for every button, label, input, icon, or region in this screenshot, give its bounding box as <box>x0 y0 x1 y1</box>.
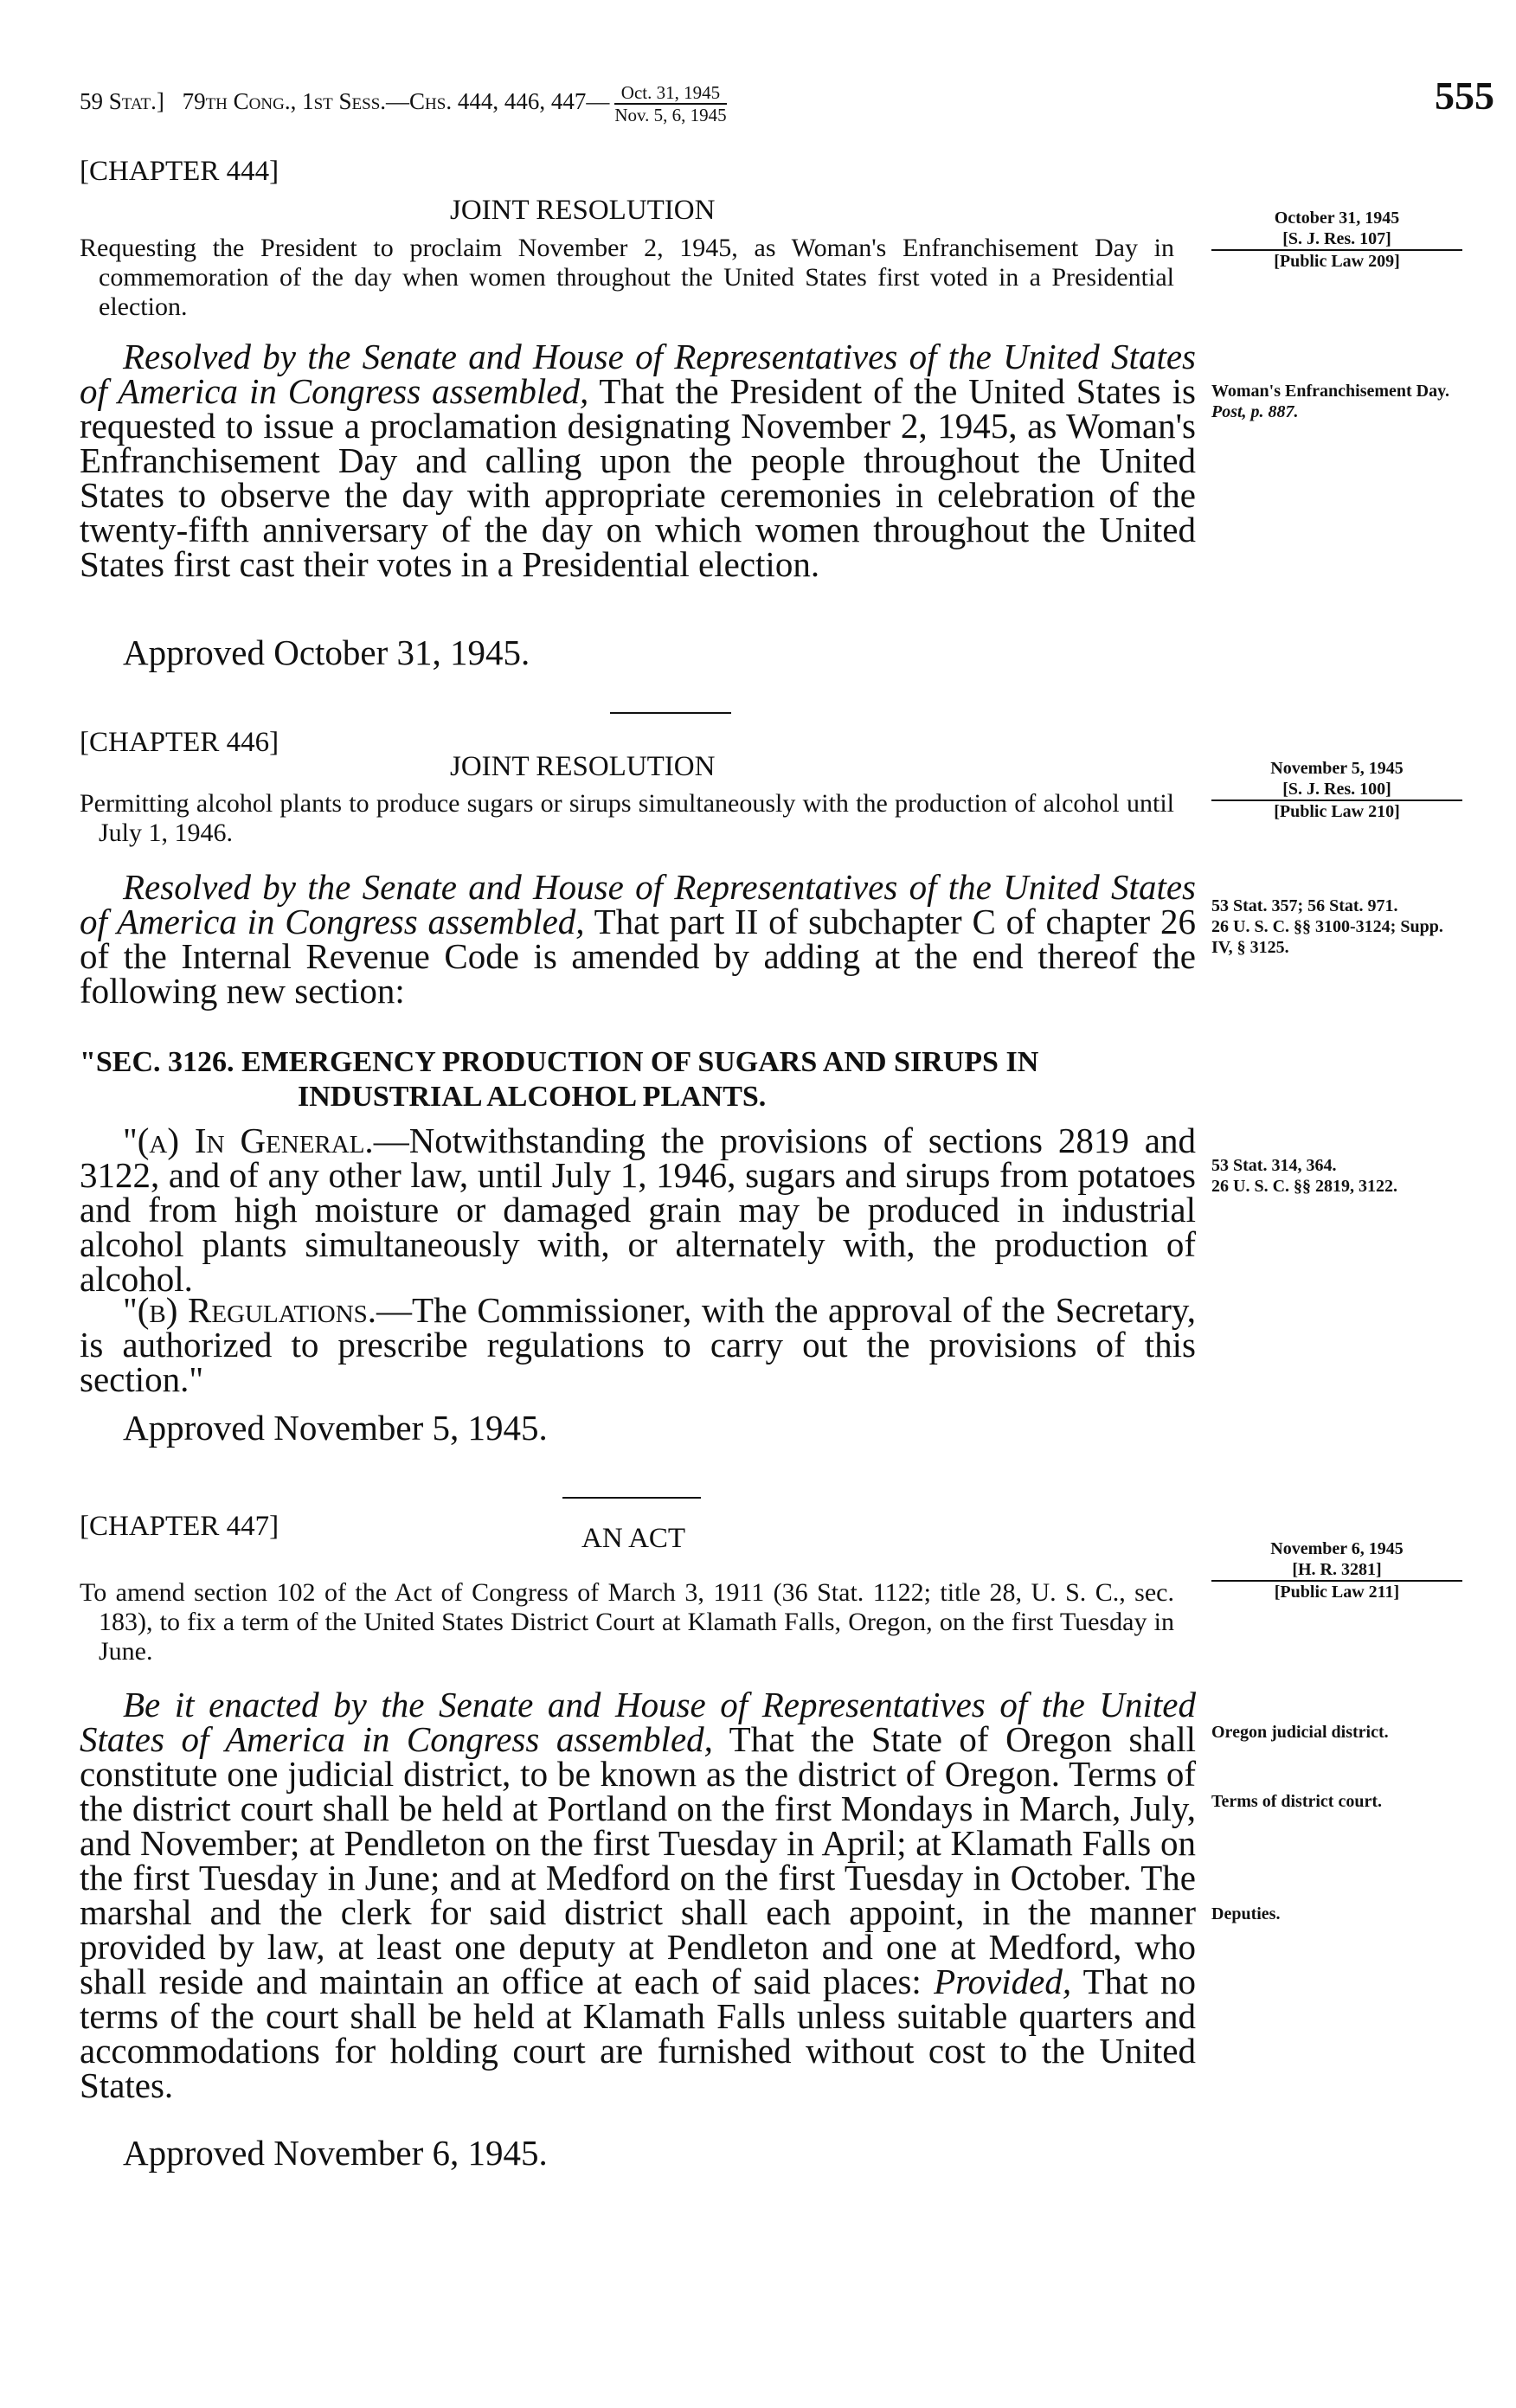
section-3126-heading-line-2: INDUSTRIAL ALCOHOL PLANTS. <box>298 1081 767 1113</box>
chapter-444-note-1: Woman's Enfranchisement Day. <box>1211 382 1450 401</box>
chapter-446-approved: Approved November 5, 1945. <box>123 1408 548 1448</box>
section-3126-heading-line-1: "SEC. 3126. EMERGENCY PRODUCTION OF SUGARS AND SIRUPS IN <box>80 1046 1039 1078</box>
chapter-444-label: [CHAPTER 444] <box>80 156 279 187</box>
chapter-446-body <box>80 867 1196 1011</box>
chapter-447-title: To amend section 102 of the Act of Congress of March 3, 1911 (36 Stat. 1122; title 28, U. S. C., sec. 183), to fix a term of the United States District Court at Klamath Falls, Oregon, on the first Tuesday in June. <box>80 1578 1174 1666</box>
header-chapters: —Chs. 444, 446, 447— <box>386 88 610 115</box>
chapter-447-note-3: Deputies. <box>1211 1904 1281 1923</box>
chapter-446-title: Permitting alcohol plants to produce sugars or sirups simultaneously with the production of alcohol until July 1, 1946. <box>80 789 1174 847</box>
chapter-444-margin <box>1211 208 1462 272</box>
chapter-446-note-1: 53 Stat. 357; 56 Stat. 971. <box>1211 896 1398 915</box>
section-3126-b <box>80 1290 1196 1399</box>
section-3126-a-label: "(a) In General. <box>123 1121 374 1160</box>
chapter-447-margin-law: [Public Law 211] <box>1274 1583 1400 1602</box>
chapter-444-sidenotes <box>1211 381 1454 422</box>
header-congress: 79th Cong., 1st Sess. <box>182 88 387 115</box>
header-date-bottom: Nov. 5, 6, 1945 <box>614 105 727 125</box>
chapter-444-title: Requesting the President to proclaim November 2, 1945, as Woman's Enfranchisement Day in commemoration of the day when women throughout the United States first voted in a Presidential election. <box>80 234 1174 321</box>
chapter-444-body <box>80 337 1197 584</box>
chapter-446-margin-law: [Public Law 210] <box>1274 802 1400 821</box>
chapter-447-provided: Provided, <box>934 1962 1072 2001</box>
chapter-447-text-2: That no terms of the court shall be held at Klamath Falls unless suitable quarters and accommodations for holding court are furnished without cost to the United States. <box>80 1962 1196 2105</box>
chapter-446-note-2: 26 U. S. C. §§ 3100-3124; Supp. IV, § 3125. <box>1211 917 1443 957</box>
chapter-444-note-2: Post, p. 887. <box>1211 402 1299 421</box>
chapter-446-label: [CHAPTER 446] <box>80 727 279 758</box>
running-header <box>80 82 727 125</box>
chapter-446-kind: JOINT RESOLUTION <box>450 751 716 782</box>
chapter-444-text: That the President of the United States is requested to issue a proclamation designating November 2, 1945, as Woman's Enfranchisement Day and calling upon the people throughout the United States to observe the day with appropriate ceremonies in celebration of the twenty-fifth anniversary of the day on which women throughout the United States first cast their votes in a Presidential election. <box>80 371 1197 584</box>
section-3126-b-text: —The Commissioner, with the approval of the Secretary, is authorized to prescribe regulations to carry out the provisions of this section." <box>80 1290 1196 1399</box>
page-number: 555 <box>1435 74 1494 118</box>
chapter-447-label: [CHAPTER 447] <box>80 1511 279 1542</box>
chapter-444-margin-law: [Public Law 209] <box>1274 252 1400 271</box>
chapter-446-enacting: Resolved by the Senate and House of Representatives of the United States of America in Congress assembled, <box>80 867 1196 941</box>
chapter-447-approved: Approved November 6, 1945. <box>123 2133 548 2173</box>
chapter-447-note-2: Terms of district court. <box>1211 1792 1382 1811</box>
chapter-447-kind: AN ACT <box>581 1523 686 1554</box>
chapter-444-approved: Approved October 31, 1945. <box>123 633 530 672</box>
chapter-447-body <box>80 1687 1196 2103</box>
chapter-446-note-4: 26 U. S. C. §§ 2819, 3122. <box>1211 1177 1398 1196</box>
chapter-446-margin <box>1211 758 1462 822</box>
divider <box>562 1497 701 1499</box>
chapter-446-text: That part II of subchapter C of chapter 26 of the Internal Revenue Code is amended by adding at the end thereof the following new section: <box>80 902 1196 1011</box>
chapter-446-margin-ref: [S. J. Res. 100] <box>1211 779 1462 801</box>
chapter-444-kind: JOINT RESOLUTION <box>450 195 716 226</box>
chapter-447-note-1: Oregon judicial district. <box>1211 1723 1389 1742</box>
section-3126-heading <box>80 1045 1196 1114</box>
chapter-444-margin-date: October 31, 1945 <box>1274 209 1400 228</box>
chapter-446-margin-date: November 5, 1945 <box>1270 759 1404 778</box>
chapter-447-margin <box>1211 1538 1462 1602</box>
chapter-447-text-1: That the State of Oregon shall constitute one judicial district, to be known as the district of Oregon. Terms of the district court shall be held at Portland on the first Mondays in March, July, and November; at Pendleton on the first Tuesday in April; at Klamath Falls on the first Tuesday in June; and at Medford on the first Tuesday in October. The marshal and the clerk for said district shall each appoint, in the manner provided by law, at least one deputy at Pendleton and one at Medford, who shall reside and maintain an office at each of said places: <box>80 1719 1196 2001</box>
header-dates <box>614 82 726 125</box>
chapter-446-sidenotes-1 <box>1211 896 1454 958</box>
chapter-446-sidenotes-2 <box>1211 1155 1454 1197</box>
chapter-444-enacting: Resolved by the Senate and House of Representatives of the United States of America in Congress assembled, <box>80 337 1196 411</box>
chapter-444-margin-ref: [S. J. Res. 107] <box>1211 228 1462 251</box>
chapter-447-margin-ref: [H. R. 3281] <box>1211 1559 1462 1582</box>
section-3126-a <box>80 1121 1197 1299</box>
header-stat: 59 Stat.] <box>80 88 164 115</box>
section-3126-a-text: —Notwithstanding the provisions of sections 2819 and 3122, and of any other law, until July 1, 1946, sugars and sirups from potatoes and from high moisture or damaged grain may be produced in industrial alcohol plants simultaneously with, or alternately with, the production of alcohol. <box>80 1121 1197 1299</box>
chapter-446-note-3: 53 Stat. 314, 364. <box>1211 1156 1337 1175</box>
header-date-top: Oct. 31, 1945 <box>614 82 726 105</box>
chapter-447-margin-date: November 6, 1945 <box>1270 1539 1404 1558</box>
chapter-447-enacting: Be it enacted by the Senate and House of Representatives of the United States of America in Congress assembled, <box>80 1685 1196 1759</box>
divider <box>610 712 731 714</box>
section-3126-b-label: "(b) Regulations. <box>123 1290 377 1330</box>
